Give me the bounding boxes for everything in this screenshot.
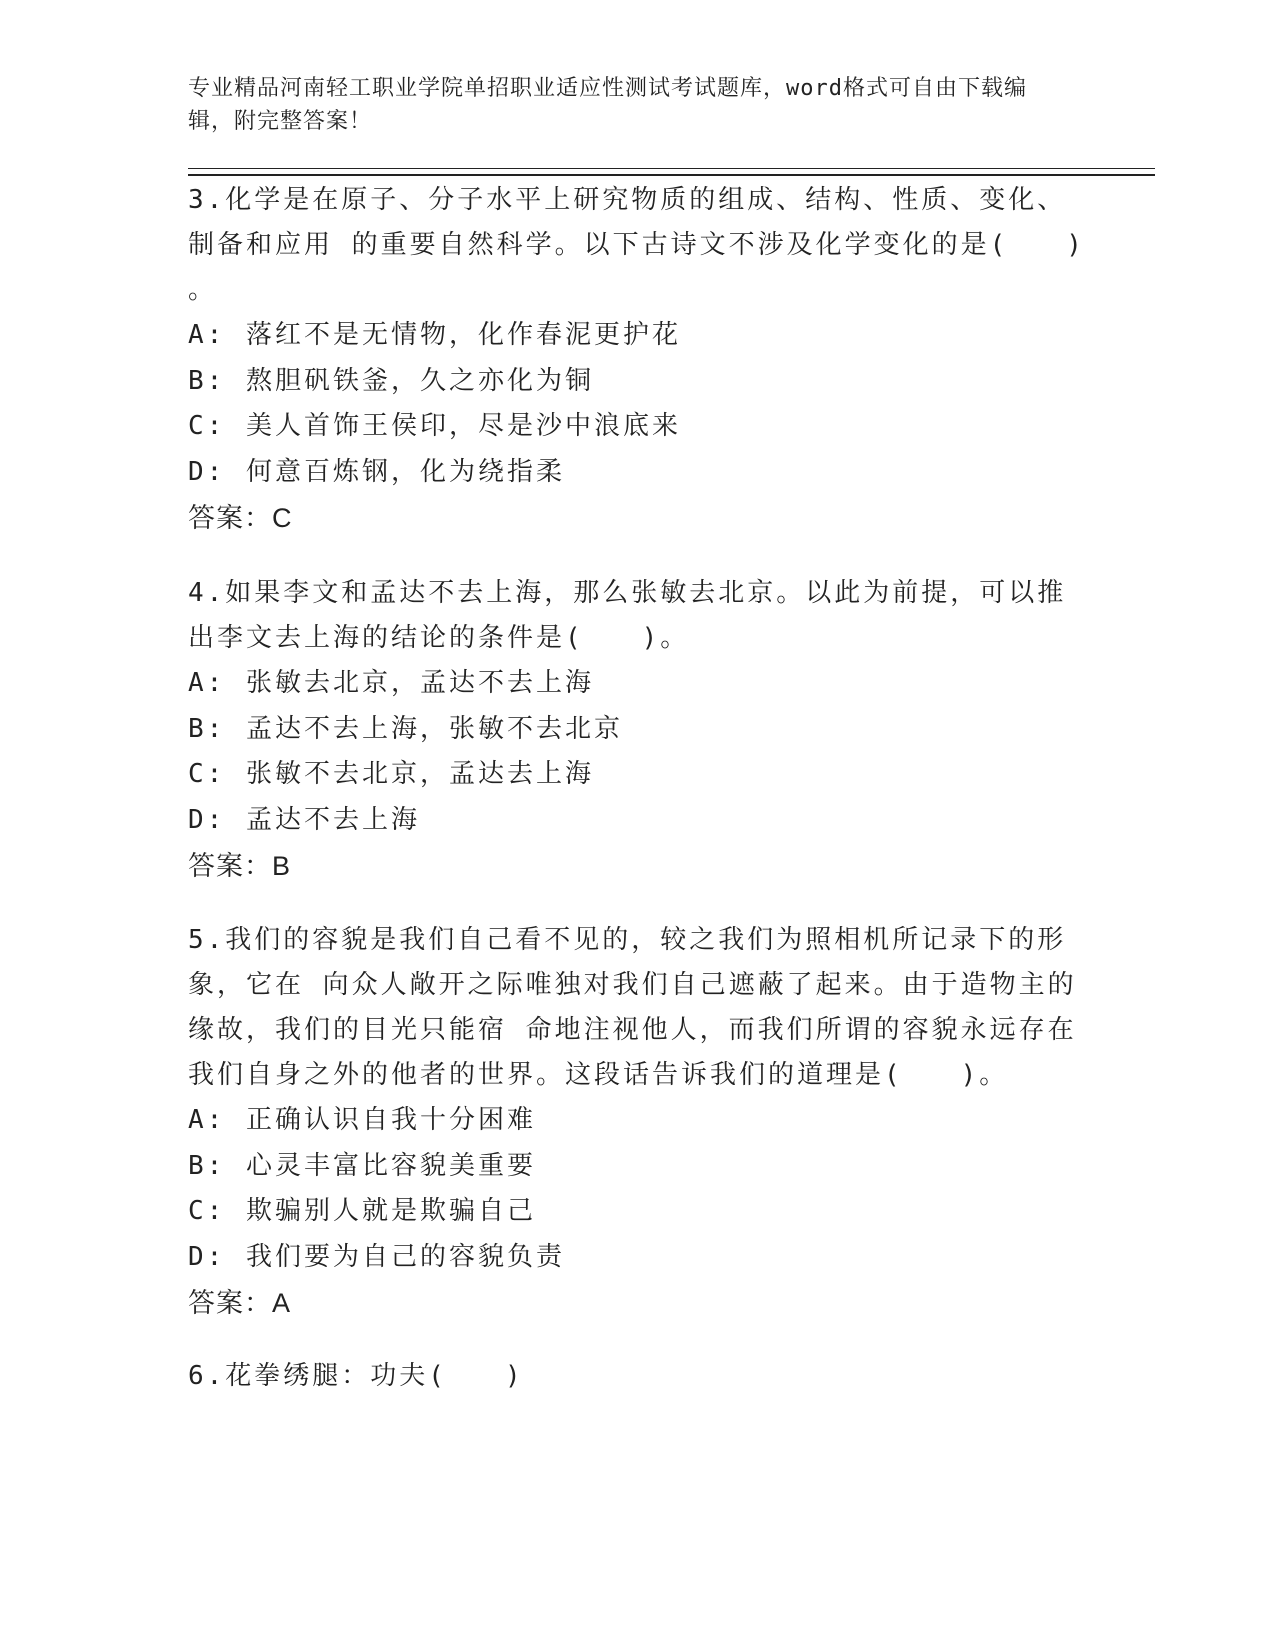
question-text: 3.化学是在原子、分子水平上研究物质的组成、结构、性质、变化、制备和应用 的重要自然科学。以下古诗文不涉及化学变化的是( ) 。 <box>188 185 1085 305</box>
question-text: 6.花拳绣腿：功夫( ) <box>188 1361 524 1391</box>
option-text: 欺骗别人就是欺骗自己 <box>246 1196 537 1226</box>
answer-line <box>188 1280 1088 1326</box>
option-key: D: <box>188 1241 226 1272</box>
option-d <box>188 1235 1088 1281</box>
option-a <box>188 1098 1088 1144</box>
option-text: 孟达不去上海 <box>246 804 421 835</box>
option-text: 孟达不去上海，张敏不去北京 <box>246 713 624 744</box>
option-d <box>188 798 1088 844</box>
option-key: A: <box>188 1105 226 1135</box>
option-b <box>188 1144 1088 1190</box>
answer-line <box>188 495 1088 541</box>
header-divider-thin <box>188 168 1155 169</box>
option-text: 熬胆矾铁釜，久之亦化为铜 <box>246 365 595 396</box>
option-key: B: <box>188 365 226 396</box>
option-c <box>188 752 1088 798</box>
option-key: B: <box>188 713 226 744</box>
option-b <box>188 359 1088 405</box>
option-b <box>188 707 1088 753</box>
answer-line <box>188 843 1088 889</box>
option-key: D: <box>188 456 226 487</box>
answer-label: 答案： <box>188 503 272 533</box>
document-header: 专业精品河南轻工职业学院单招职业适应性测试考试题库，word格式可自由下载编辑，附完整答案！ <box>188 76 1027 134</box>
option-key: A: <box>188 320 226 350</box>
answer-value: A <box>272 1288 292 1318</box>
option-d <box>188 450 1088 496</box>
answer-label: 答案： <box>188 851 272 881</box>
option-key: C: <box>188 1196 226 1226</box>
option-key: B: <box>188 1150 226 1181</box>
option-key: D: <box>188 804 226 835</box>
option-text: 我们要为自己的容貌负责 <box>246 1241 566 1272</box>
question-text: 5.我们的容貌是我们自己看不见的，较之我们为照相机所记录下的形象，它在 向众人敞开之际唯独对我们自己遮蔽了起来。由于造物主的缘故，我们的目光只能宿 命地注视他人，而我们所谓的容貌永远存在我们自身之外的他者的世界。这段话告诉我们的道理是( )。 <box>188 925 1077 1090</box>
option-text: 何意百炼钢，化为绕指柔 <box>246 456 566 487</box>
option-text: 张敏去北京，孟达不去上海 <box>246 668 595 698</box>
option-a <box>188 661 1088 707</box>
option-c <box>188 404 1088 450</box>
option-text: 美人首饰王侯印，尽是沙中浪底来 <box>246 411 682 441</box>
option-c <box>188 1189 1088 1235</box>
question-5 <box>188 918 1088 1326</box>
option-text: 心灵丰富比容貌美重要 <box>246 1150 537 1181</box>
option-key: C: <box>188 759 226 789</box>
question-4 <box>188 571 1088 889</box>
option-key: C: <box>188 411 226 441</box>
option-text: 张敏不去北京，孟达去上海 <box>246 759 595 789</box>
option-text: 正确认识自我十分困难 <box>246 1105 537 1135</box>
option-key: A: <box>188 668 226 698</box>
option-text: 落红不是无情物，化作春泥更护花 <box>246 320 682 350</box>
header-divider-thick <box>188 174 1155 176</box>
answer-label: 答案： <box>188 1288 272 1318</box>
question-text: 4.如果李文和孟达不去上海，那么张敏去北京。以此为前提，可以推出李文去上海的结论的条件是( )。 <box>188 578 1067 653</box>
answer-value: B <box>272 851 292 881</box>
answer-value: C <box>272 503 293 533</box>
option-a <box>188 313 1088 359</box>
question-3 <box>188 178 1088 541</box>
question-6 <box>188 1354 1088 1399</box>
